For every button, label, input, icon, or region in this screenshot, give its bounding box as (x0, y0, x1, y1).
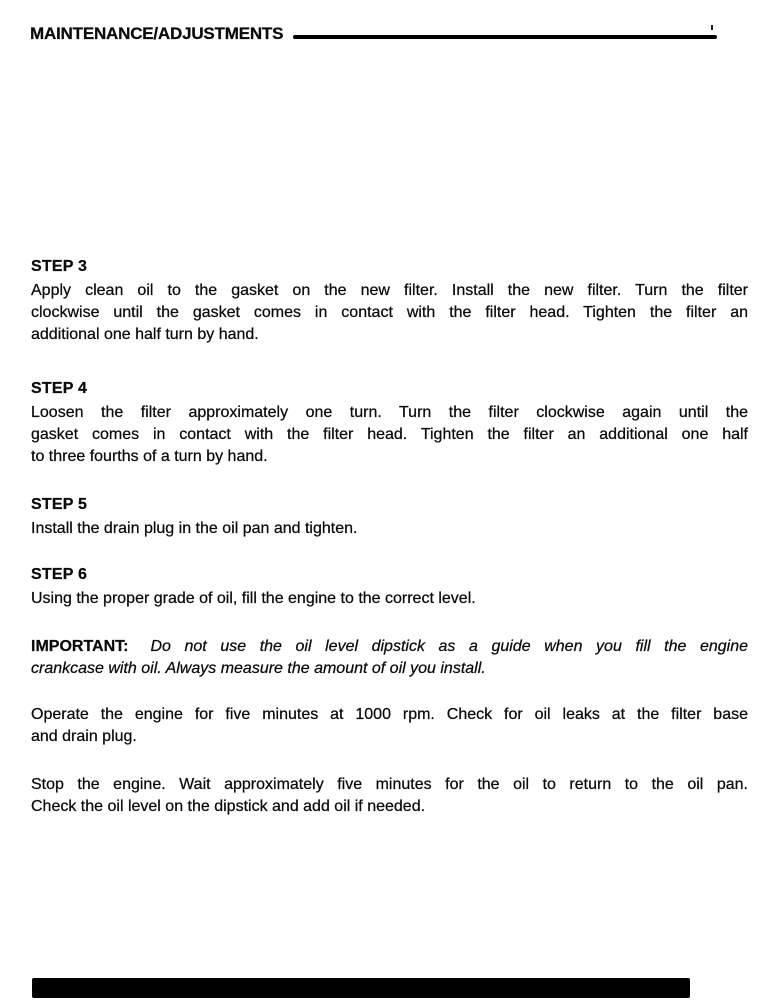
paragraph-line: Apply clean oil to the gasket on the new filter. Install the new filter. Turn the filter (31, 282, 748, 299)
step-paragraph (31, 518, 748, 540)
section-operate-engine (31, 704, 748, 748)
paragraph-line: Operate the engine for five minutes at 1000 rpm. Check for oil leaks at the filter base (31, 706, 748, 723)
paragraph-line: to three fourths of a turn by hand. (31, 448, 268, 465)
section-step-6 (31, 564, 748, 610)
important-paragraph (31, 636, 748, 680)
section-step-3 (31, 256, 748, 346)
scan-tick-mark (711, 25, 713, 30)
paragraph-line: Loosen the filter approximately one turn. Turn the filter clockwise again until the (31, 404, 748, 421)
section-important-note (31, 636, 748, 680)
paragraph-line: clockwise until the gasket comes in contact with the filter head. Tighten the filter an (31, 304, 748, 321)
section-step-5 (31, 494, 748, 540)
body-paragraph (31, 704, 748, 748)
paragraph-line: crankcase with oil. Always measure the amount of oil you install. (31, 660, 486, 677)
page-content (31, 256, 748, 818)
step-heading: STEP 4 (31, 380, 88, 397)
paragraph-line: Using the proper grade of oil, fill the engine to the correct level. (31, 590, 476, 607)
step-heading: STEP 5 (31, 496, 88, 513)
scan-artifact-bar (32, 978, 690, 998)
step-paragraph (31, 402, 748, 468)
step-paragraph (31, 280, 748, 346)
section-step-4 (31, 378, 748, 468)
header-rule (293, 35, 717, 39)
paragraph-line: Stop the engine. Wait approximately five minutes for the oil to return to the oil pan. (31, 776, 748, 793)
page-header (30, 24, 717, 44)
paragraph-line: gasket comes in contact with the filter head. Tighten the filter an additional one half (31, 426, 748, 443)
important-label: IMPORTANT: (31, 638, 129, 655)
section-stop-engine (31, 774, 748, 818)
paragraph-line: Install the drain plug in the oil pan and tighten. (31, 520, 358, 537)
step-heading: STEP 6 (31, 566, 88, 583)
header-title: MAINTENANCE/ADJUSTMENTS (30, 24, 284, 43)
important-text: Do not use the oil level dipstick as a guide when you fill the engine (150, 638, 748, 655)
paragraph-line: additional one half turn by hand. (31, 326, 259, 343)
body-paragraph (31, 774, 748, 818)
paragraph-line: Check the oil level on the dipstick and add oil if needed. (31, 798, 426, 815)
step-paragraph (31, 588, 748, 610)
step-heading: STEP 3 (31, 258, 88, 275)
paragraph-line: and drain plug. (31, 728, 137, 745)
paragraph-line (31, 636, 748, 658)
